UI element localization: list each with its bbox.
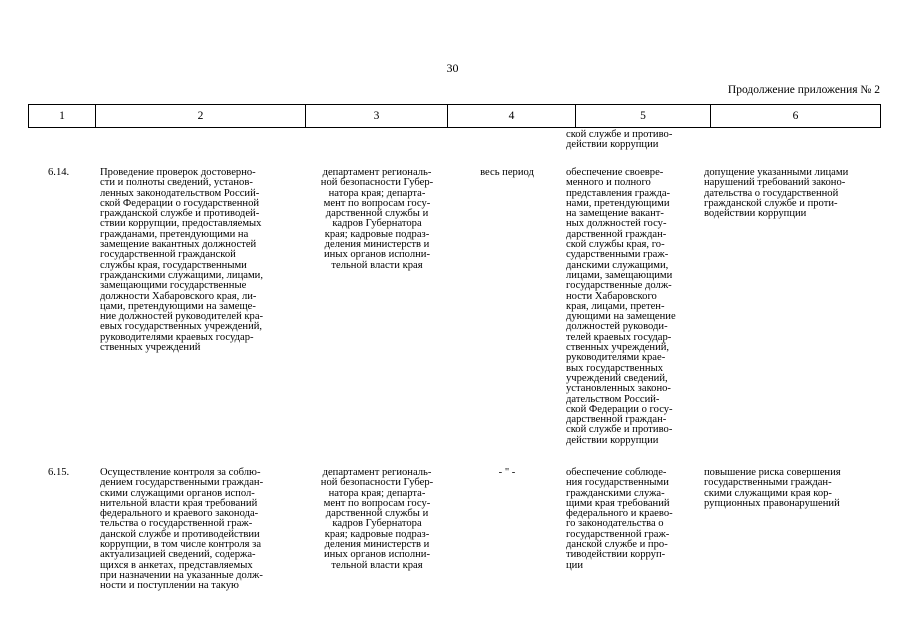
executors-text: департамент региональ- ной безопасности Губер- натора края; департа- мент по вопросам госу- дарственной службы и кадров Губернатора края; кадровые подраз- деления министерств и иных органов исполни- тельной власти края <box>320 467 434 571</box>
measure-text: Проведение проверок достоверно- сти и полноты сведений, установ- ленных законодательством Россий- ской Федерации о государственной гражданской службе и противодей- ствии коррупции, предоставляемых гражданами, претендующими на замещение вакантных должностей государственной гражданской службы края, государственными гражданскими служащими, лицами, замещающими государственные должности Хабаровского края, ли- цами, претендующими на замеще- ние должностей руководителей кра- евых государственных учреждений, руководителями краевых государ- ственных учреждений <box>100 167 264 354</box>
executors-text: департамент региональ- ной безопасности Губер- натора края; департа- мент по вопросам госу- дарственной службы и кадров Губернатора края; кадровые подраз- деления министерств и иных органов исполни- тельной власти края <box>320 167 434 271</box>
column-6-header: 6 <box>711 105 881 128</box>
indicator-text: повышение риска совершения государственными граждан- скими служащими края кор- рупционных правонарушений <box>704 467 841 509</box>
column-number-header <box>28 104 881 128</box>
measure-text: Осуществление контроля за соблю- дением государственными граждан- скими служащими органов испол- нительной власти края требований федерального и краевого законода- тельства о государственной граж- данской службе и противодействии коррупции, в том числе контроля за актуализацией сведений, содержа- щихся в анкетах, представляемых при назначении на указанные долж- ности и поступлении на такую <box>100 467 264 592</box>
column-3-header: 3 <box>306 105 448 128</box>
column-1-header: 1 <box>29 105 96 128</box>
column-5-header: 5 <box>576 105 711 128</box>
result-text: обеспечение своевре- менного и полного представления гражда- нами, претендующими на замещение вакант- ных должностей госу- дарственной граждан- ской службы края, го- сударственными граж- данскими служащими, лицами, замещающими государственные долж- ности Хабаровского края, лицами, претен- дующими на замещение должностей руководи- телей краевых государ- ственных учреждений, руководителями крае- вых государственных учреждений сведений, установленных законо- дательством Россий- ской Федерации о госу- дарственной граждан- ской службе и противо- действии коррупции <box>566 167 676 446</box>
column-2-header: 2 <box>96 105 306 128</box>
page-number: 30 <box>446 61 459 75</box>
period-text: весь период <box>480 167 534 178</box>
row-number: 6.15. <box>48 467 70 478</box>
continuation-label: Продолжение приложения № 2 <box>727 84 880 96</box>
column-4-header: 4 <box>448 105 576 128</box>
result-text: обеспечение соблюде- ния государственными гражданскими служа- щими края требований федерального и краево- го законодательства о государственной граж- данской службе и про- тиводействии корруп- ции <box>566 467 673 571</box>
indicator-text: допущение указанными лицами нарушений требований законо- дательства о государственной гражданской службе и проти- водействии коррупции <box>704 167 849 220</box>
period-text: - " - <box>498 467 516 478</box>
carryover-result-text: ской службе и противо- действии коррупции <box>566 129 673 151</box>
row-number: 6.14. <box>48 167 70 178</box>
